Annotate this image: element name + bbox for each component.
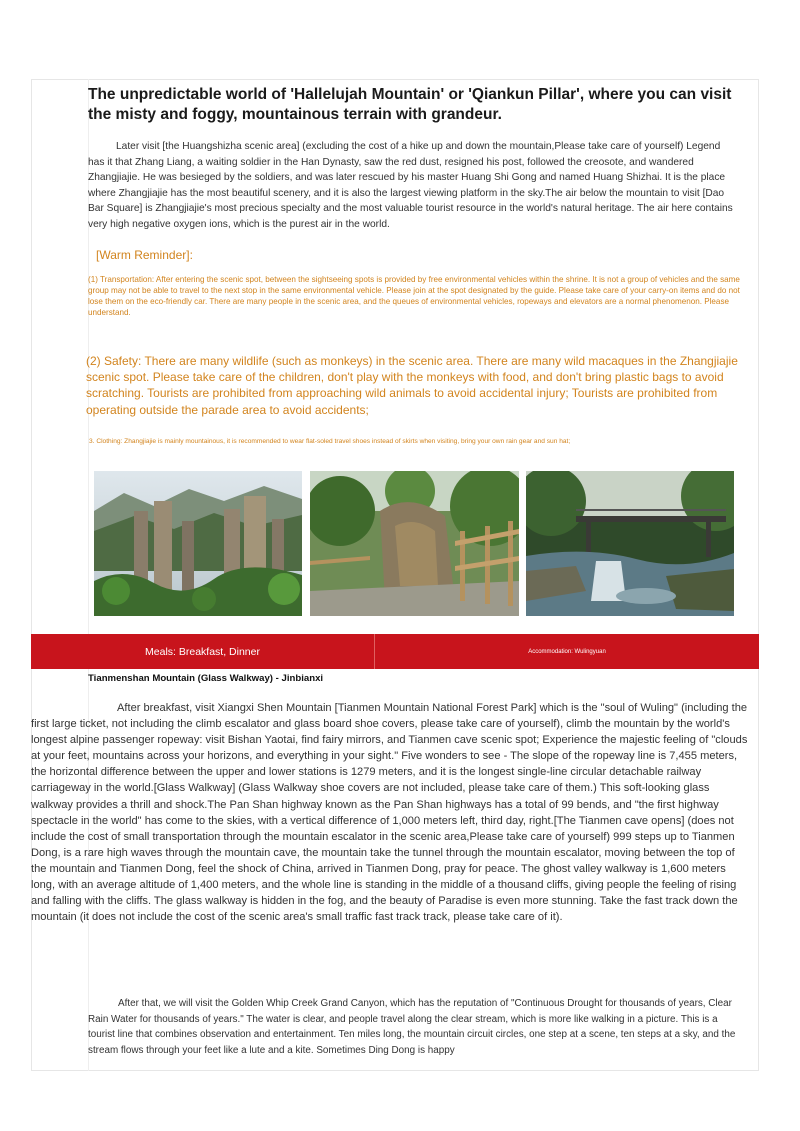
- intro-paragraph: Later visit [the Huangshizha scenic area] (excluding the cost of a hike up and down the mountain,Please take care of yourself) Legend has it that Zhang Liang, a waiting soldier in the Han Dynasty, saw the red dust, resigned his post, followed the creosote, and wandered Zhangjiajie. He was besieged by the soldiers, and was later rescued by his master Huang Shi Gong and named Huang Shizhai. It is the place where Zhangjiajie has the most beautiful scenery, and it is also the largest viewing platform in the sky.The air below the mountain to visit [Dao Bar Square] is Zhangjiajie's most precious specialty and the most valuable tourist resource in the world's natural heritage. The air here contains very high negative oxygen ions, which is the purest air in the world.: [88, 141, 733, 230]
- day-itinerary-paragraph: After breakfast, visit Xiangxi Shen Mountain [Tianmen Mountain National Forest Park] which is the "soul of Wuling" (including the first large ticket, not including the climb escalator and glass board shoe covers, please take care of yourself), climb the mountain by the world's longest alpine passenger ropeway: visit Bishan Yaotai, find fairy mirrors, and Tianmen cave scenic spot; Experience the majestic feeling of "clouds at your feet, mountains across your horizons, and everything in your sight." Five wonders to see - The slope of the ropeway line is 7,455 meters, the horizontal difference between the upper and lower stations is 1279 meters, and it is the longest single-line circular detachable railway carriageway in the world.[Glass Walkway] (Glass Walkway shoe covers are not included, please take care of them.) This soft-looking glass walkway provides a thrill and shock.The Pan Shan highway known as the Pan Shan highways has a total of 99 bends, and "the first highway spectacle in the world" has come to the skies, with a vertical difference of 1,000 meters left, third day, right.[The Tianmen cave opens] (does not include the cost of small transportation through the mountain escalator in the scenic area,Please take care of yourself) 999 steps up to Tianmen Dong, is a rare high waves through the mountain cave, the mountain take the tunnel through the mountain escalator, moving between the top of the mountain and Tianmen Dong, feel the shock of China, arrived in Tianmen Dong, pray for peace. The ghost valley walkway is 1,600 meters long, with an average altitude of 1,400 meters, and the whole line is standing in the middle of a thousand cliffs, giving people the feeling of rising and falling with the cliffs. The glass walkway is hidden in the fog, and the beauty of Paradise is even more stunning. Take the fast track down the mountain (it does not include the cost of the scenic area's small traffic fast track track, please take care of it).: [31, 702, 748, 924]
- reminder-safety: (2) Safety: There are many wildlife (such as monkeys) in the scenic area. There are many wild macaques in the Zhangjiajie scenic spot. Please take care of the children, don't play with the monkeys with food, and don't bring plastic bags to avoid scratching. Tourists are prohibited from approaching wild animals to avoid accidental injury; Tourists are prohibited from operating outside the parade area to avoid accidents;: [86, 354, 738, 417]
- meals-label: Meals: Breakfast, Dinner: [31, 634, 375, 669]
- golden-whip-paragraph: After that, we will visit the Golden Whip Creek Grand Canyon, which has the reputation of "Continuous Drought for thousands of years, Clear Rain Water for thousands of years." The water is clear, and people travel along the clear stream, which is more like walking in a picture. This is a tourist line that combines observation and entertainment. Ten miles long, the mountain circuit circles, one step at a scene, ten steps at a sky, and the stream flows through your feet like a lute and a kite. Sometimes Ding Dong is happy: [88, 998, 736, 1056]
- meal-info-bar: [31, 634, 759, 669]
- rock-and-wooden-railing-photo: [310, 471, 519, 616]
- reminder-clothing: 3. Clothing: Zhangjiajie is mainly mountainous, it is recommended to wear flat-soled travel shoes instead of skirts when visiting, bring your own rain gear and sun hat;: [89, 438, 571, 445]
- day-title: Tianmenshan Mountain (Glass Walkway) - Jinbianxi: [88, 673, 324, 684]
- accommodation-label: Accommodation: Wulingyuan: [528, 648, 606, 655]
- reminder-transportation: (1) Transportation: After entering the scenic spot, between the sightseeing spots is provided by free environmental vehicles within the shrine. It is not a group of vehicles and the same group may not be able to travel to the next stop in the same environmental vehicle. Please join at the spot designated by the guide. Please take care of your carry-on items and do not lose them on the eco-friendly car. There are many people in the scenic area, and the queues of environmental vehicles, ropeways and elevators are a normal phenomenon. Please understand.: [88, 275, 740, 318]
- karst-pillars-photo: [94, 471, 302, 616]
- warm-reminder-heading: [Warm Reminder]:: [96, 248, 193, 262]
- page-title: The unpredictable world of 'Hallelujah Mountain' or 'Qiankun Pillar', where you can visit the misty and foggy, mountainous terrain with grandeur.: [88, 86, 732, 123]
- stream-and-bridge-photo: [526, 471, 734, 616]
